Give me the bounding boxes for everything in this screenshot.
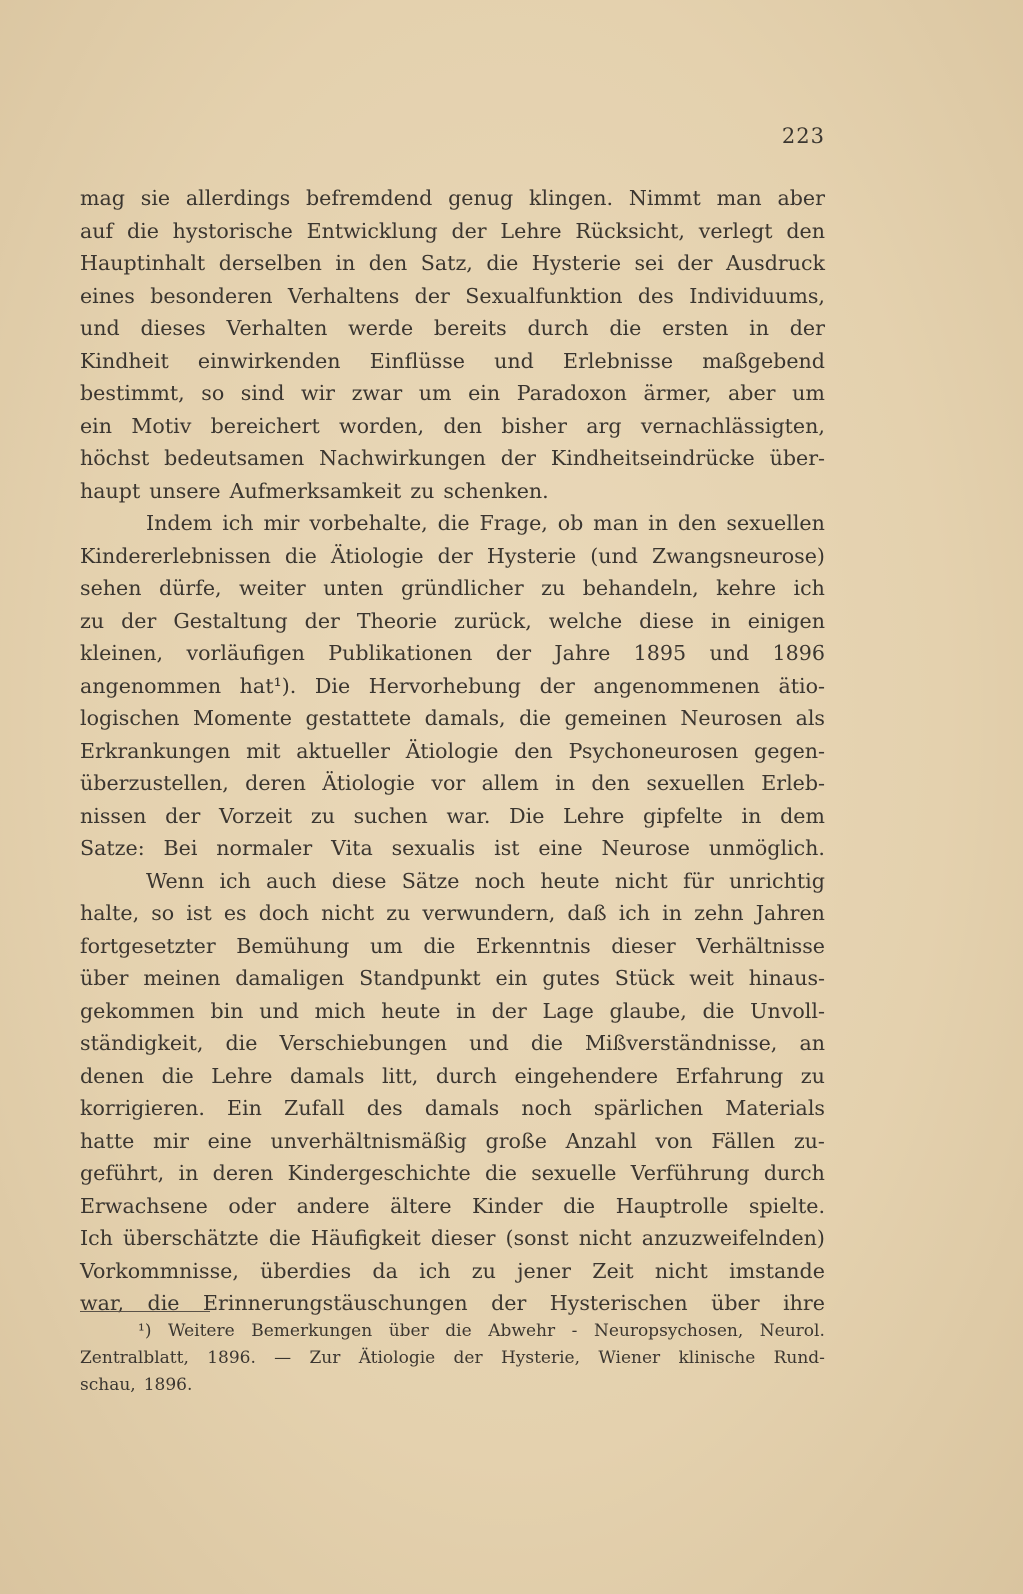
text-line: angenommen hat¹). Die Hervorhebung der angenommenen ätio- [80,673,825,698]
text-line: haupt unsere Aufmerksamkeit zu schenken. [80,478,549,503]
text-line: und dieses Verhalten werde bereits durch die ersten in der [80,316,825,340]
text-line: Vorkommnisse, überdies da ich zu jener Zeit nicht imstande [80,1258,825,1283]
text-line: überzustellen, deren Ätiologie vor allem in den sexuellen Erleb- [80,771,825,795]
text-line: eines besonderen Verhaltens der Sexualfunktion des Individuums, [80,283,825,308]
text-line: sehen dürfe, weiter unten gründlicher zu behandeln, kehre ich [80,576,825,600]
text-line: zu der Gestaltung der Theorie zurück, welche diese in einigen [80,608,825,633]
text-line: mag sie allerdings befremdend genug klingen. Nimmt man aber [80,186,825,210]
text-line: gekommen bin und mich heute in der Lage glaube, die Unvoll- [80,998,825,1023]
text-line: Satze: Bei normaler Vita sexualis ist eine Neurose unmöglich. [80,836,825,860]
text-line: kleinen, vorläufigen Publikationen der Jahre 1895 und 1896 [80,641,825,665]
footnote-rule [80,1311,210,1312]
text-line: Kindheit einwirkenden Einflüsse und Erlebnisse maßgebend [80,348,825,373]
text-line: Wenn ich auch diese Sätze noch heute nicht für unrichtig [146,868,825,893]
text-line: Kindererlebnissen die Ätiologie der Hysterie (und Zwangsneurose) [80,543,825,568]
text-line: Erwachsene oder andere ältere Kinder die Hauptrolle spielte. [80,1193,825,1218]
text-line: über meinen damaligen Standpunkt ein gutes Stück weit hinaus- [80,966,825,990]
footnote-line: schau, 1896. [80,1375,193,1395]
footnote [80,1318,825,1399]
text-line: Indem ich mir vorbehalte, die Frage, ob man in den sexuellen [146,511,825,535]
text-line: Hauptinhalt derselben in den Satz, die Hysterie sei der Ausdruck [80,251,825,275]
text-line: denen die Lehre damals litt, durch eingehendere Erfahrung zu [80,1063,825,1088]
footnote-line: ¹) Weitere Bemerkungen über die Abwehr - Neuropsychosen, Neurol. [138,1321,825,1341]
text-line: korrigieren. Ein Zufall des damals noch spärlichen Materials [80,1096,825,1120]
text-line: hatte mir eine unverhältnismäßig große Anzahl von Fällen zu- [80,1128,825,1153]
text-line: logischen Momente gestattete damals, die gemeinen Neurosen als [80,706,825,730]
text-line: war, die Erinnerungstäuschungen der Hysterischen über ihre [80,1291,825,1315]
text-line: fortgesetzter Bemühung um die Erkenntnis dieser Verhältnisse [80,933,825,958]
text-line: ein Motiv bereichert worden, den bisher arg vernachlässigten, [80,413,825,438]
text-line: Ich überschätzte die Häufigkeit dieser (sonst nicht anzuzweifelnden) [80,1226,825,1250]
text-line: ständigkeit, die Verschiebungen und die Mißverständnisse, an [80,1031,825,1055]
page-number: 223 [781,124,825,148]
text-line: höchst bedeutsamen Nachwirkungen der Kindheitseindrücke über- [80,446,825,470]
text-line: bestimmt, so sind wir zwar um ein Paradoxon ärmer, aber um [80,381,825,405]
text-line: halte, so ist es doch nicht zu verwundern, daß ich in zehn Jahren [80,901,825,925]
footnote-line: Zentralblatt, 1896. — Zur Ätiologie der Hysterie, Wiener klinische Rund- [80,1348,825,1368]
text-line: nissen der Vorzeit zu suchen war. Die Lehre gipfelte in dem [80,803,825,828]
text-line: geführt, in deren Kindergeschichte die sexuelle Verführung durch [80,1161,825,1185]
text-line: auf die hystorische Entwicklung der Lehre Rücksicht, verlegt den [80,218,825,243]
body-text [80,182,825,1320]
text-line: Erkrankungen mit aktueller Ätiologie den Psychoneurosen gegen- [80,738,825,763]
